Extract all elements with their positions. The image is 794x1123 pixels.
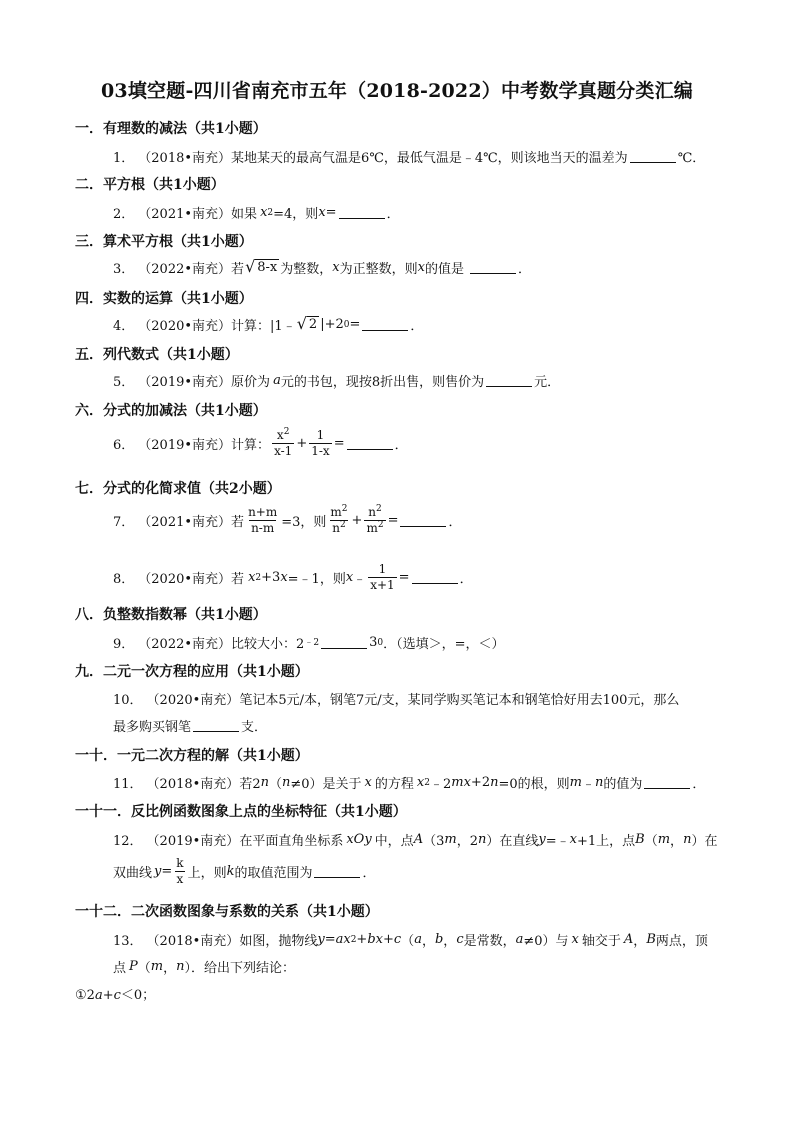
- section-heading: 八．负整数指数幂（共1小题）: [75, 607, 267, 623]
- document-title: 03填空题-四川省南充市五年（2018-2022）中考数学真题分类汇编: [101, 80, 693, 102]
- answer-blank: [412, 571, 458, 584]
- section-heading: 六．分式的加减法（共1小题）: [75, 403, 267, 419]
- question-10: 10． （2020•南充） 笔记本5元/本，钢笔7元/支，某同学购买笔记本和钢笔恰好用去100元，那么: [113, 689, 679, 708]
- answer-blank: [193, 719, 239, 732]
- question-source: （2020•南充）: [138, 319, 232, 334]
- question-number: 2．: [113, 207, 135, 222]
- fraction: $\frac{n+m}{n-m}$: [248, 505, 278, 535]
- question-8: 8． （2020•南充） 若 x 2 +3 x =﹣1，则 x ﹣ $\frac{1}{x+1}$ = ．: [113, 562, 473, 592]
- question-3: 3． （2022•南充） 若 √ 8-x 为整数， x 为正整数，则 x 的值是 ．: [113, 257, 532, 277]
- fraction: $\frac{k}{x}$: [176, 856, 184, 886]
- question-source: （2021•南充）: [138, 515, 232, 530]
- question-2: 2． （2021•南充） 如果 x 2 =4，则 x = ．: [113, 205, 400, 222]
- question-number: 10．: [113, 693, 143, 708]
- section-heading: 七．分式的化简求值（共2小题）: [75, 481, 281, 497]
- question-number: 8．: [113, 572, 135, 587]
- question-source: （2019•南充）: [138, 375, 232, 390]
- question-13-continued: 点 P （ m ， n ）．给出下列结论：: [113, 959, 296, 976]
- question-source: （2022•南充）: [138, 262, 232, 277]
- question-number: 7．: [113, 515, 135, 530]
- question-number: 11．: [113, 777, 143, 792]
- question-4: 4． （2020•南充） 计算：|1﹣ √ 2 |+2 0 = ．: [113, 314, 424, 334]
- question-12-continued: 双曲线 y = $\frac{k}{x}$ 上，则 k 的取值范围为 ．: [113, 856, 376, 886]
- square-root: √ 2: [296, 314, 318, 333]
- question-1: 1． （2018•南充） 某地某天的最高气温是6℃，最低气温是﹣4℃，则该地当天的温差为 ℃．: [113, 147, 705, 166]
- square-root: √ 8-x: [245, 257, 278, 276]
- section-heading: 一十一．反比例函数图象上点的坐标特征（共1小题）: [75, 804, 407, 820]
- section-heading: 二．平方根（共1小题）: [75, 177, 225, 193]
- question-source: （2022•南充）: [138, 637, 232, 652]
- conclusion-1: ①2a+c＜0；: [75, 988, 156, 1003]
- answer-blank: [347, 437, 393, 450]
- question-9: 9． （2022•南充） 比较大小：2 ﹣2 3 0 ．（选填＞，=，＜）: [113, 635, 505, 652]
- fraction: $\frac{n^2}{m^2}$: [366, 504, 384, 535]
- question-number: 1．: [113, 151, 135, 166]
- answer-blank: [362, 318, 408, 331]
- question-source: （2018•南充）: [146, 777, 240, 792]
- question-source: （2019•南充）: [146, 834, 240, 849]
- question-number: 4．: [113, 319, 135, 334]
- question-13: 13． （2018•南充） 如图，抛物线 y = ax 2 + bx + c （ a ， b ， c 是常数， a ≠0）与 x 轴交于 A ， B 两点，顶: [113, 932, 708, 949]
- answer-blank: [314, 865, 360, 878]
- section-heading: 五．列代数式（共1小题）: [75, 347, 239, 363]
- question-12: 12． （2019•南充） 在平面直角坐标系 xOy 中，点 A （3 m ，2 n ）在直线 y =﹣ x +1上，点 B （ m ， n ）在: [113, 832, 718, 849]
- question-source: （2018•南充）: [146, 934, 240, 949]
- question-6: 6． （2019•南充） 计算： $\frac{x^2}{x-1}$ + $\frac{1}{1-x}$ = ．: [113, 427, 408, 458]
- section-heading: 一十二．二次函数图象与系数的关系（共1小题）: [75, 904, 379, 920]
- section-heading: 一十．一元二次方程的解（共1小题）: [75, 748, 309, 764]
- fraction: $\frac{m^2}{n^2}$: [330, 504, 348, 535]
- question-number: 12．: [113, 834, 143, 849]
- question-11: 11． （2018•南充） 若2 n （ n ≠0）是关于 x 的方程 x 2 ﹣2 m x +2 n =0的根，则 m ﹣ n 的值为 ．: [113, 775, 706, 792]
- fraction: $\frac{1}{x+1}$: [370, 562, 395, 592]
- fraction: $\frac{1}{1-x}$: [311, 428, 330, 458]
- section-heading: 四．实数的运算（共1小题）: [75, 291, 253, 307]
- question-source: （2018•南充）: [138, 151, 232, 166]
- answer-blank: [470, 261, 516, 274]
- question-7: 7． （2021•南充） 若 $\frac{n+m}{n-m}$ =3，则 $\frac{m^2}{n^2}$ + $\frac{n^2}{m^2}$ = ．: [113, 504, 462, 535]
- question-number: 9．: [113, 637, 135, 652]
- answer-blank: [486, 374, 532, 387]
- question-source: （2021•南充）: [138, 207, 232, 222]
- answer-blank: [321, 636, 367, 649]
- question-number: 13．: [113, 934, 143, 949]
- question-number: 5．: [113, 375, 135, 390]
- answer-blank: [339, 206, 385, 219]
- question-source: （2020•南充）: [138, 572, 232, 587]
- question-10-continued: 最多购买钢笔 支．: [113, 720, 268, 735]
- section-heading: 九．二元一次方程的应用（共1小题）: [75, 664, 309, 680]
- answer-blank: [630, 150, 676, 163]
- section-heading: 一．有理数的减法（共1小题）: [75, 121, 267, 137]
- question-number: 6．: [113, 438, 135, 453]
- question-source: （2020•南充）: [146, 693, 240, 708]
- section-heading: 三．算术平方根（共1小题）: [75, 234, 253, 250]
- answer-blank: [400, 514, 446, 527]
- question-5: 5． （2019•南充） 原价为 a 元的书包，现按8折出售，则售价为 元．: [113, 373, 561, 390]
- question-source: （2019•南充）: [138, 438, 232, 453]
- answer-blank: [644, 776, 690, 789]
- question-number: 3．: [113, 262, 135, 277]
- fraction: $\frac{x^2}{x-1}$: [274, 427, 293, 458]
